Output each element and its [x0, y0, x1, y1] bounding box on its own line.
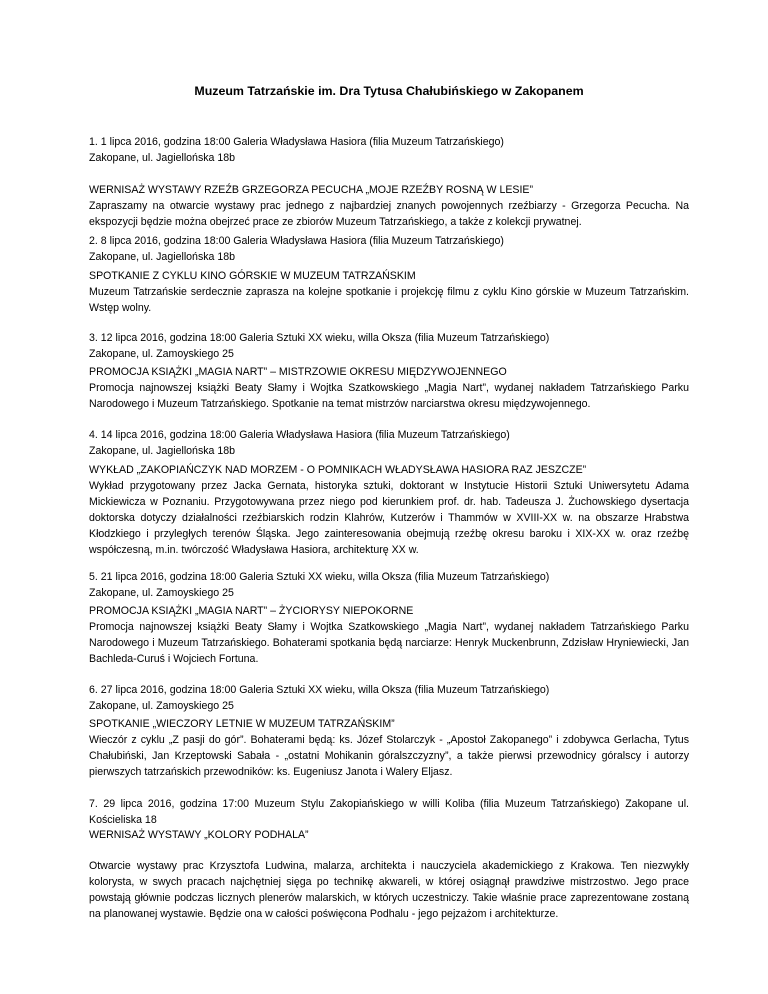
event-2-details	[89, 268, 689, 316]
event-7-heading: WERNISAŻ WYSTAWY „KOLORY PODHALA”	[89, 829, 309, 841]
event-1-description: Zapraszamy na otwarcie wystawy prac jednego z najbardziej znanych powojennych rzeźbiarzy - Grzegorza Pecucha. Na ekspozycji będzie można obejrzeć prace ze zbiorów Muzeum Tatrzańskiego, a także z kolekcji prywatnej.	[89, 200, 689, 228]
event-1-heading: WERNISAŻ WYSTAWY RZEŹB GRZEGORZA PECUCHA „MOJE RZEŹBY ROSNĄ W LESIE”	[89, 184, 533, 196]
event-3-heading: PROMOCJA KSIĄŻKI „MAGIA NART” – MISTRZOWIE OKRESU MIĘDZYWOJENNEGO	[89, 366, 507, 378]
event-2-heading: SPOTKANIE Z CYKLU KINO GÓRSKIE W MUZEUM TATRZAŃSKIM	[89, 270, 416, 282]
event-6-header: 6. 27 lipca 2016, godzina 18:00 Galeria Sztuki XX wieku, willa Oksza (filia Muzeum Tatrzańskiego)	[89, 684, 550, 696]
event-5-address: Zakopane, ul. Zamoyskiego 25	[89, 587, 234, 599]
event-6-heading: SPOTKANIE „WIECZORY LETNIE W MUZEUM TATRZAŃSKIM”	[89, 718, 395, 730]
event-4-description: Wykład przygotowany przez Jacka Gernata, historyka sztuki, doktorant w Instytucie Historii Sztuki Uniwersytetu Adama Mickiewicza w Poznaniu. Przygotowywana przez niego pod kierunkiem prof. dr. hab. Tadeusza J. Żuchowskiego dysertacja doktorska dotyczy działalności rzeźbiarskich rodzin Klahrów, Kutzerów i Thammów w XVIII-XX w. na obszarze Hrabstwa Kłodzkiego i przyległych terenów Śląska. Jego zainteresowania obejmują rzeźbę okresu baroku i XIX-XX w. oraz rzeźbę współczesną, m.in. twórczość Władysława Hasiora, architekturę XX w.	[89, 480, 689, 556]
event-6	[89, 682, 689, 714]
event-7-description: Otwarcie wystawy prac Krzysztofa Ludwina, malarza, architekta i nauczyciela akademickiego z Krakowa. Ten niezwykły kolorysta, w swych pracach najchętniej sięga po technikę akwareli, w której osiągnął prawdziwe mistrzostwo. Jego prace powstają głównie podczas licznych plenerów malarskich, w których uczestniczy. Takie właśnie prace zaprezentowane zostaną na planowanej wystawie. Będzie ona w całości poświęcona Podhalu - jego pejzażom i architekturze.	[89, 860, 689, 920]
event-4	[89, 427, 689, 459]
event-3-description: Promocja najnowszej książki Beaty Słamy i Wojtka Szatkowskiego „Magia Nart”, wydanej nakładem Tatrzańskiego Parku Narodowego i Muzeum Tatrzańskiego. Spotkanie na temat mistrzów narciarstwa okresu międzywojennego.	[89, 382, 689, 410]
event-1-details	[89, 182, 689, 230]
event-2-header: 2. 8 lipca 2016, godzina 18:00 Galeria Władysława Hasiora (filia Muzeum Tatrzańskiego)	[89, 235, 504, 247]
event-1-header: 1. 1 lipca 2016, godzina 18:00 Galeria Władysława Hasiora (filia Muzeum Tatrzańskiego)	[89, 136, 504, 148]
event-7-details	[89, 858, 689, 922]
event-5-details	[89, 603, 689, 667]
event-3-header: 3. 12 lipca 2016, godzina 18:00 Galeria Sztuki XX wieku, willa Oksza (filia Muzeum Tatrzańskiego)	[89, 332, 550, 344]
event-5-description: Promocja najnowszej książki Beaty Słamy i Wojtka Szatkowskiego „Magia Nart”, wydanej nakładem Tatrzańskiego Parku Narodowego i Muzeum Tatrzańskiego. Bohaterami spotkania będą narciarze: Henryk Muckenbrunn, Zdzisław Hryniewiecki, Jan Bachleda-Curuś i Wojciech Fortuna.	[89, 621, 689, 665]
event-3-details	[89, 364, 689, 412]
event-4-heading: WYKŁAD „ZAKOPIAŃCZYK NAD MORZEM - O POMNIKACH WŁADYSŁAWA HASIORA RAZ JESZCZE”	[89, 464, 587, 476]
event-4-details	[89, 462, 689, 558]
document-title: Muzeum Tatrzańskie im. Dra Tytusa Chałubińskiego w Zakopanem	[194, 84, 584, 98]
event-5-header: 5. 21 lipca 2016, godzina 18:00 Galeria Sztuki XX wieku, willa Oksza (filia Muzeum Tatrzańskiego)	[89, 571, 550, 583]
event-5	[89, 569, 689, 601]
event-3	[89, 330, 689, 362]
event-2-description: Muzeum Tatrzańskie serdecznie zaprasza na kolejne spotkanie i projekcję filmu z cyklu Kino górskie w Muzeum Tatrzańskim. Wstęp wolny.	[89, 286, 689, 314]
event-1	[89, 134, 689, 166]
event-6-address: Zakopane, ul. Zamoyskiego 25	[89, 700, 234, 712]
event-7	[89, 796, 689, 828]
event-6-description: Wieczór z cyklu „Z pasji do gór”. Bohaterami będą: ks. Józef Stolarczyk - „Apostoł Zakopanego” i zdobywca Gerlacha, Tytus Chałubiński, Jan Krzeptowski Sabała - „ostatni Mohikanin góralszczyzny”, a także pierwsi przewodnicy góralscy i autorzy pierwszych tatrzańskich przewodników: ks. Eugeniusz Janota i Walery Eljasz.	[89, 734, 689, 778]
event-4-address: Zakopane, ul. Jagiellońska 18b	[89, 445, 236, 457]
event-7-heading-block	[89, 827, 689, 843]
event-4-header: 4. 14 lipca 2016, godzina 18:00 Galeria Władysława Hasiora (filia Muzeum Tatrzańskiego)	[89, 429, 510, 441]
event-2-address: Zakopane, ul. Jagiellońska 18b	[89, 251, 236, 263]
event-7-header: 7. 29 lipca 2016, godzina 17:00 Muzeum Stylu Zakopiańskiego w willi Koliba (filia Muzeum Tatrzańskiego) Zakopane ul. Kościeliska 18	[89, 798, 689, 826]
event-2	[89, 233, 689, 265]
event-5-heading: PROMOCJA KSIĄŻKI „MAGIA NART” – ŻYCIORYSY NIEPOKORNE	[89, 605, 414, 617]
event-1-address: Zakopane, ul. Jagiellońska 18b	[89, 152, 236, 164]
event-3-address: Zakopane, ul. Zamoyskiego 25	[89, 348, 234, 360]
event-6-details	[89, 716, 689, 780]
